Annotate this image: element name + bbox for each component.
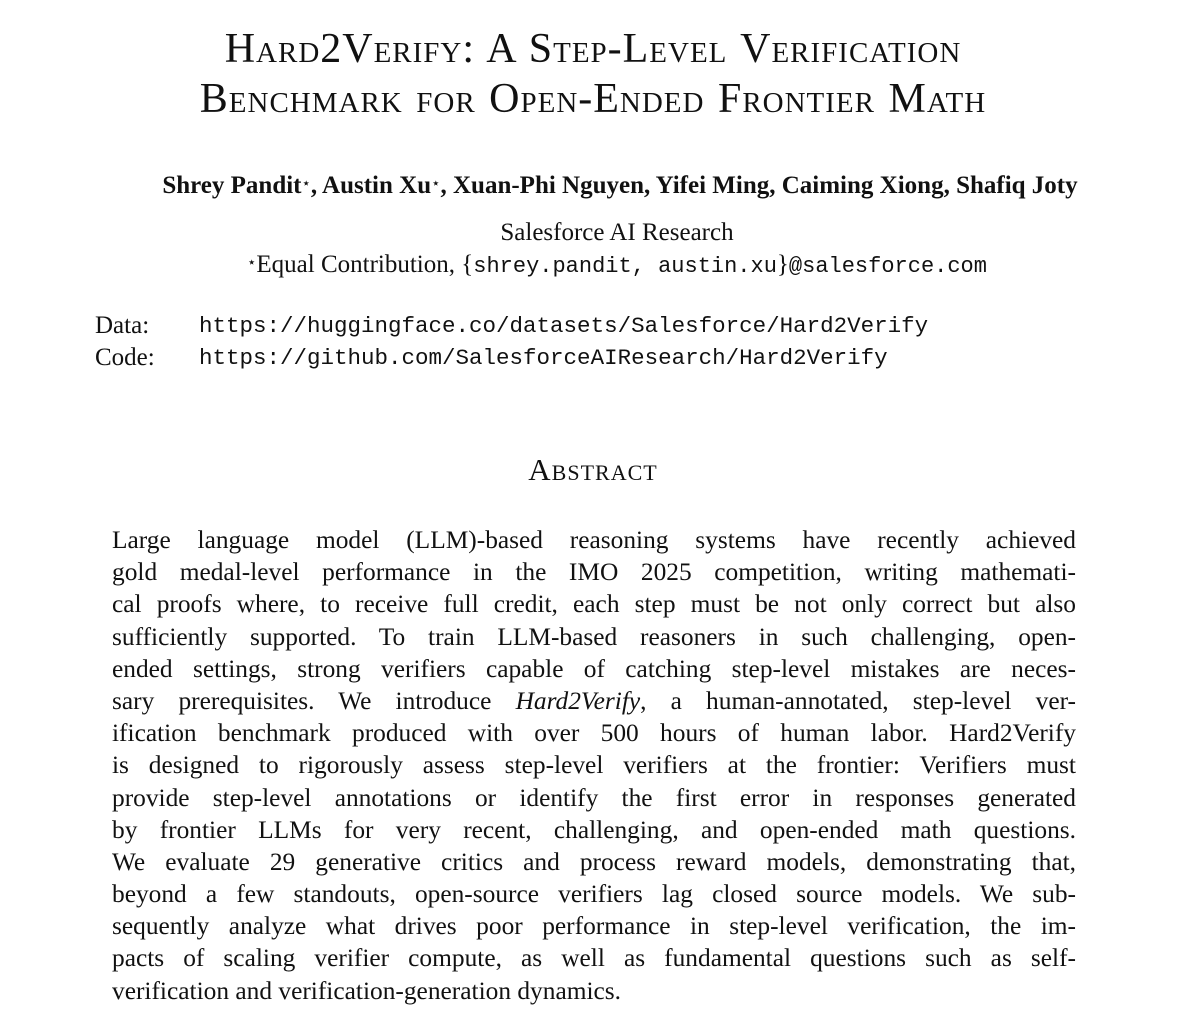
abstract-heading: Abstract [528, 452, 658, 487]
abstract-line: by frontier LLMs for very recent, challenging, and open-ended math questions. [112, 815, 1076, 844]
paper-title-line-1: Hard2Verify: A Step-Level Verification [224, 26, 962, 72]
data-label: Data: [95, 312, 150, 339]
abstract-line: ended settings, strong verifiers capable of catching step-level mistakes are neces- [112, 654, 1076, 683]
affiliation: Salesforce AI Research [500, 219, 734, 246]
benchmark-name-italic: Hard2Verify [515, 686, 641, 715]
abstract-line: gold medal-level performance in the IMO 2025 competition, writing mathemati- [112, 558, 1076, 587]
author-separator: , [644, 172, 656, 199]
abstract-line: beyond a few standouts, open-source verifiers lag closed source models. We sub- [112, 880, 1076, 909]
abstract-line-text: , a human-annotated, step-level ver- [640, 686, 1076, 715]
abstract-line: pacts of scaling verifier compute, as well as fundamental questions such as self- [112, 944, 1076, 973]
abstract-line: sufficiently supported. To train LLM-based reasoners in such challenging, open- [112, 622, 1076, 651]
email-domain[interactable]: @salesforce.com [788, 254, 987, 279]
email-usernames[interactable]: shrey.pandit, austin.xu [473, 254, 777, 279]
author-name: Austin Xu [322, 172, 432, 199]
author-separator: , [769, 172, 782, 199]
code-url-link[interactable]: https://github.com/SalesforceAIResearch/Hard2Verify [199, 345, 888, 371]
paper-title-line-2: Benchmark for Open-Ended Frontier Math [199, 76, 987, 122]
author-name: Xuan-Phi Nguyen [453, 172, 645, 199]
abstract-line: is designed to rigorously assess step-level verifiers at the frontier: Verifiers must [112, 751, 1076, 780]
abstract-line: verification and verification-generation dynamics. [112, 976, 622, 1005]
author-list [40, 170, 1200, 202]
abstract-line [112, 685, 1076, 717]
abstract-line: We evaluate 29 generative critics and process reward models, demonstrating that, [112, 847, 1076, 876]
email-open-brace: { [461, 251, 474, 278]
abstract-line: sequently analyze what drives poor performance in step-level verification, the im- [112, 912, 1076, 941]
equal-contribution-mark: ⋆ [301, 176, 311, 192]
abstract-body [112, 524, 1076, 1007]
author-separator: , [440, 172, 453, 199]
equal-contribution-mark: ⋆ [247, 255, 257, 271]
paper-title [0, 24, 1186, 124]
code-link-row [95, 342, 928, 374]
contribution-text: Equal Contribution, [256, 251, 462, 278]
author-name: Yifei Ming [655, 172, 770, 199]
email-close-brace: } [776, 251, 789, 278]
abstract-line: cal proofs where, to receive full credit, each step must be not only correct but also [112, 590, 1076, 619]
code-label: Code: [95, 344, 155, 371]
abstract-line: provide step-level annotations or identify the first error in responses generated [112, 783, 1076, 812]
resource-links [95, 310, 928, 374]
contribution-note [0, 250, 1200, 282]
author-name: Caiming Xiong [781, 172, 944, 199]
abstract-line-text: sary prerequisites. We introduce [112, 686, 516, 715]
abstract-line: ification benchmark produced with over 500 hours of human labor. Hard2Verify [112, 719, 1076, 748]
equal-contribution-mark: ⋆ [431, 176, 441, 192]
author-separator: , [310, 172, 323, 199]
abstract-line: Large language model (LLM)-based reasoning systems have recently achieved [112, 526, 1076, 554]
author-separator: , [943, 172, 957, 199]
data-url-link[interactable]: https://huggingface.co/datasets/Salesforce/Hard2Verify [199, 313, 929, 339]
author-name: Shafiq Joty [956, 172, 1078, 199]
data-link-row [95, 310, 928, 342]
author-name: Shrey Pandit [162, 172, 302, 199]
